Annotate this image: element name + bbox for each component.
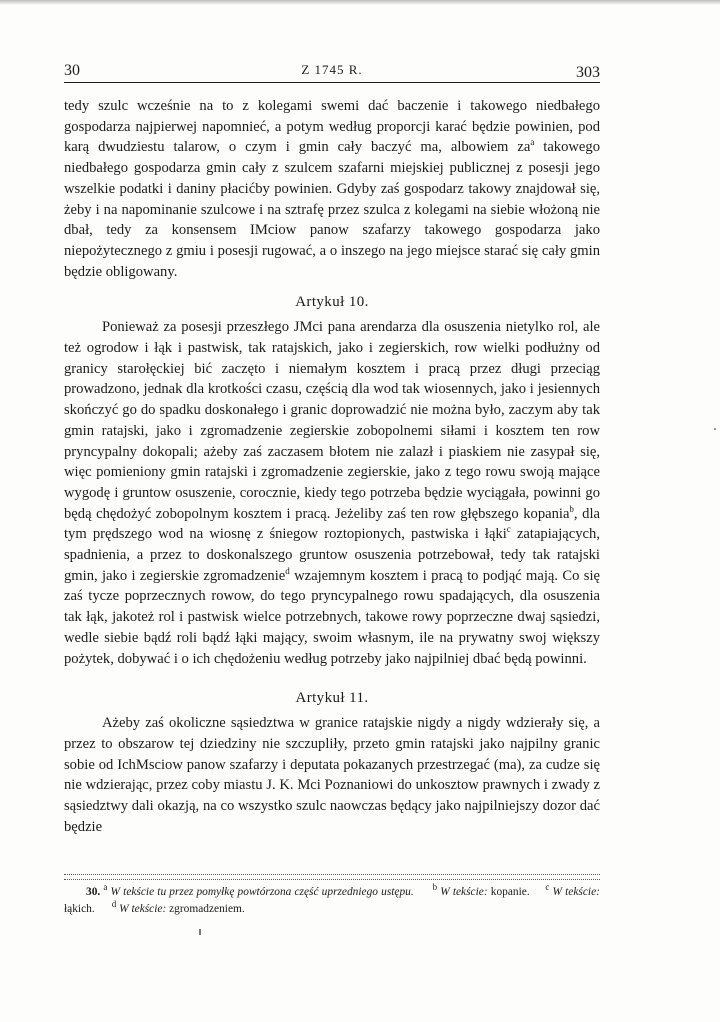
footnote-b-mark: b bbox=[432, 882, 438, 893]
article-11-text: Ażeby zaś okoliczne sąsiedztwa w granice ratajskie nigdy a nigdy wdzierały się, a przez to obszarow tej dziedziny nie szczupliły, przeto gmin ratajski jako najpilny granic sobie od IchMsciow panow szafarzy i deputata pokazanych przestrzegać (ma), za cudze się nie wdzierając, przez coby miastu J. K. Mci Poznaniowi do unkosztow prawnych i zwady z sąsiedztwy dali okazją, na co wszystko szulc naowczas będący jako najpilniejszy dozor dać będzie bbox=[64, 715, 600, 835]
footnote-b-label: W tekście: bbox=[440, 886, 488, 898]
main-text bbox=[64, 96, 600, 838]
article-10-heading: Artykuł 10. bbox=[295, 294, 369, 311]
footnote-c-value: łąkich. bbox=[64, 903, 95, 915]
page-number: 303 bbox=[576, 64, 600, 81]
running-title: Z 1745 R. bbox=[301, 62, 363, 77]
footnotes bbox=[64, 884, 600, 918]
footnote-d-label: W tekście: bbox=[119, 903, 167, 915]
footnote-ref-a: a bbox=[530, 137, 535, 148]
paragraph-continued: tedy szulc wcześnie na to z kolegami swemi dać baczenie i takowego niedbałego gospodarza najpierwej napomnieć, a potym według proporcji karać będzie powinien, pod karą dwudziestu talarow, o czym i gmin cały baczyć ma, albowiem $za^a$ takowego niedbałego gospodarza gmin cały z szulcem szafarni miejskiej publicznej z posesji jego wszelkie podatki i daniny płacićby powinien. Gdyby zaś gospodarz takowy znajdował się, żeby i na napominanie szulcowe i na sztrafę przez szulca z kolegami na siebie włożoną nie dbał, tedy za konsensem IMciow panow szafarzy takowego gospodarza jako niepożytecznego z gmiu i posesji rugować, a o inszego na jego miejsce starać się cały gmin będzie obligowany. bbox=[64, 98, 601, 280]
footnote-d-mark: d bbox=[111, 899, 117, 910]
footnote-ref-b: b bbox=[569, 503, 574, 514]
footnote-c-label: W tekście: bbox=[552, 886, 600, 898]
article-10-text: Ponieważ za posesji przeszłego JMci pana arendarza dla osuszenia nietylko rol, ale też ogrodow i łąk i pastwisk, tak ratajskich, jako i zegierskich, row wielki podłużny od granicy starołęckiej bić zaczęto i niemałym kosztem i pracą przez długi przeciąg prowadzono, jednak dla krotkości czasu, częścią dla wod tak wiosennych, jako i jesiennych skończyć go do spadku doskonałego i granic doprowadzić nie można było, zaczym aby tak gmin ratajski, jako i zgromadzenie zegierskie zobopolnemi siłami i kosztem ten row pryncypalny dokopali; ażeby zaś zaczasem błotem nie zalazł i piaskiem nie zasypał się, więc pomieniony gmin ratajski i zgromadzenie zegierskie, jako z tego rowu swoją mające wygodę i gruntow osuszenie, corocznie, kiedy tego potrzeba będzie wyciągała, powinni go będą chędożyć zobopolnym kosztem i pracą. Jeżeliby zaś ten row głębszego kopania$^b$, dla tym prędszego wod na wiosnę z śniegow roztopionych, pastwiska i łąki$^c$ zatapiających, spadnienia, a przez to doskonalszego gruntow osuszenia potrzebował, tedy tak ratajski gmin, jako i zegierskie zgromadzenie$^d$ wzajemnym kosztem i pracą to podjąć mają. Co się zaś tycze poprzecznych rowow, do tego pryncypalnego rowu spadających, dla osuszenia tak łąk, jakoteż rol i pastwisk wielce potrzebnych, takowe rowy poprzeczne dwaj sąsiedzi, wedle siebie bądź roli bądź łąki mający, swoim własnym, ile na prywatny swoj większy pożytek, dobywać i o ich chędożeniu według potrzeby jako najpilniej dbać będą powinni. bbox=[64, 319, 600, 667]
scan-speck bbox=[199, 929, 201, 935]
footnote-a-mark: a bbox=[103, 882, 108, 893]
footnote-c-mark: c bbox=[545, 882, 550, 893]
footnote-ref-c: c bbox=[506, 524, 511, 535]
original-page-number: 30 bbox=[64, 62, 80, 79]
footnote-a-text: W tekście tu przez pomyłkę powtórzona część uprzedniego ustępu. bbox=[110, 886, 414, 898]
article-11-heading: Artykuł 11. bbox=[295, 690, 369, 707]
scan-top-edge bbox=[0, 0, 720, 5]
footnote-b-value: kopanie. bbox=[490, 886, 530, 898]
header-rule bbox=[64, 82, 600, 83]
running-header bbox=[64, 58, 600, 80]
footnote-number: 30. bbox=[86, 886, 101, 898]
footnote-ref-d: d bbox=[285, 565, 290, 576]
footnote-d-value: zgromadzeniem. bbox=[169, 903, 245, 915]
footnote-divider bbox=[64, 874, 600, 880]
margin-speck bbox=[714, 428, 716, 430]
